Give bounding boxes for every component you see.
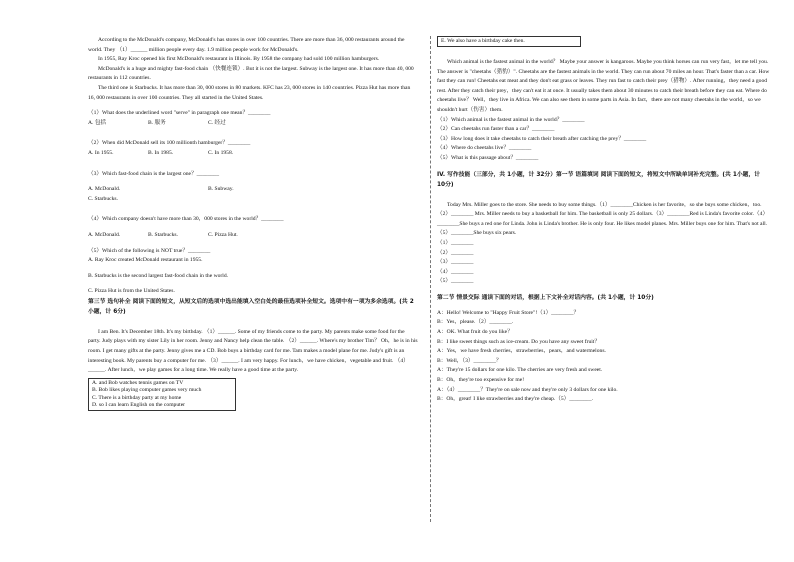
option: A. In 1955. xyxy=(88,149,114,156)
passage-b: I am Ben. It's December 18th. It's my birthday. （1）______. Some of my friends come to the party. My parents make some food for the party. Judy plays with my sister Lily in her room. Jenny and Nancy help clean the table. （2）______. Where's my brother Tim？ Oh，he is in his room. I get many gifts at the party. Jenny gives me a CD. Bob buys a birthday card for me. Tam makes a model plane for me. Judy's gift is an interesting book. My parents buy a computer for me. （3）______. I am very happy. For lunch，we have chicken，vegetable and fruit. （4）______. After lunch，we play games for a long time. We really have a good time at the party. xyxy=(88,328,418,374)
dialogue-line: B：Oh，great! I like strawberries and they're cheap.（5）________. xyxy=(437,396,594,403)
option: C. In 1958. xyxy=(208,149,234,156)
option: A. and Bob watches tennis games on TV xyxy=(92,379,184,386)
option: D. so I can learn English on the computer xyxy=(92,402,186,409)
dialogue-line: A：（4）________？They're on sale now and they're only 3 dollars for one kilo. xyxy=(437,386,618,393)
answer-options xyxy=(88,231,418,241)
option: C. 经过 xyxy=(208,119,226,126)
answer-options xyxy=(88,149,418,159)
passage-c: Which animal is the fastest animal in the world？ Maybe your answer is kangaroos. Maybe you think horses can run very fast，let me tell you. The answer is "cheetahs（猎豹）". Cheetahs are the fastest animals in the world. They can run about 70 miles an hour. That's faster than a car. How fast they can run! Cheetahs eat meat and they don't eat grass or leaves. They run fast to catch their prey（猎物）. After running，they need a good rest. After they catch their prey，they can't eat it at once. It usually takes them about 30 minutes to catch their breath before they can eat. Where do cheetahs live？ Well，they live in Africa. We can also see them in some parts in Asia. In fact，there are not many cheetahs in the world，so we shouldn't hurt（伤害）them. xyxy=(437,59,770,113)
option: B. Starbucks is the second largest fast-food chain in the world. xyxy=(88,272,229,279)
options-box xyxy=(88,378,236,412)
section-4-title: IV. 写作技能（三部分，共 1小题，计 32分）第一节 语篇填词 阅读下面的短文，将短文中所缺单词补充完整。(共 1小题，计 10分) xyxy=(437,171,761,188)
question: （4）Where do cheetahs live？________ xyxy=(437,145,532,152)
dialogue-line: B：Oh，they're too expensive for me! xyxy=(437,377,525,384)
answer-options xyxy=(88,185,418,195)
option-e-box: E. We also have a birthday cake then. xyxy=(437,36,581,47)
answer-options xyxy=(88,119,418,129)
question: （5）Which of the following is NOT true？________ xyxy=(88,247,211,254)
answer-blank: （2）________ xyxy=(437,249,474,256)
question: （2）Can cheetahs run faster than a car？________ xyxy=(437,126,555,133)
option: A. McDonald. xyxy=(88,231,121,238)
option: A. McDonald. xyxy=(88,186,121,193)
option: B. Bob likes playing computer games very much xyxy=(92,387,202,394)
option: B. Starbucks. xyxy=(148,231,178,238)
passage-a-paragraph: In 1955, Ray Kroc opened his first McDonald's restaurant in Illinois. By 1958 the company had sold 100 million hamburgers. xyxy=(98,56,380,63)
passage-a-paragraph: McDonald's is a huge and mighty fast-food chain （快餐连锁）. But it is not the largest. Subway is the largest one. It has more than 40, 000 restaurants in 112 countries. xyxy=(88,65,414,82)
section-3-title: 第三节 选句补全 阅读下面的短文，从短文后的选项中选出能填入空白处的最佳选项补全短文。选项中有一项为多余选项。(共 2小题，计 6分) xyxy=(88,298,414,315)
right-column xyxy=(437,36,770,405)
section-2-title: 第二节 情景交际 通读下面的对话，根据上下文补全对话内容。(共 1小题，计 10分) xyxy=(437,294,654,301)
dialogue-line: A：Yes，we have fresh cherries，strawberries，pears，and watermelons. xyxy=(437,348,606,355)
question: （4）Which company doesn't have more than 30，000 stores in the world？________ xyxy=(88,216,284,223)
answer-blank: （3）________ xyxy=(437,259,474,266)
option: C. Starbucks. xyxy=(88,195,118,202)
dialogue-line: B：Well，（3）________？ xyxy=(437,357,502,364)
question: （3）How long does it take cheetahs to catch their breath after catching the prey？________ xyxy=(437,135,647,142)
option: A. 包括 xyxy=(88,119,107,126)
passage-d: Today Mrs. Miller goes to the store. She needs to buy some things.（1）________Chicken is her favorite，so she buys some chicken，too.（2）________ Mrs. Miller needs to buy a basketball for him. The basketball is only 25 dollars.（3）________Red is Linda's favorite color.（4）________She buys a red one for Linda. John is Linda's brother. He is only four. He likes model planes. Mrs. Miller buys one for him. That's not all.（5）________She buys six pears. xyxy=(437,201,769,237)
passage-a-paragraph: According to the McDonald's company, McDonald's has stores in over 100 countries. There are more than 36, 000 restaurants around the world. They （1）______ million people every day. 1.9 million people work for McDonald's. xyxy=(88,37,405,53)
option: B. 服务 xyxy=(148,119,166,126)
left-column xyxy=(88,36,418,411)
answer-blank: （4）________ xyxy=(437,268,474,275)
dialogue-line: A：They're 15 dollars for one kilo. The cherries are very fresh and sweet. xyxy=(437,367,603,374)
option: C. There is a birthday party at my home xyxy=(92,394,182,401)
column-divider xyxy=(430,36,431,522)
dialogue-line: A：Hello! Welcome to "Happy Fruit Store"!（1）________？ xyxy=(437,309,580,316)
answer-blank: （1）________ xyxy=(437,239,474,246)
question: （3）Which fast-food chain is the largest one？________ xyxy=(88,170,220,177)
answer-blank: （5）________ xyxy=(437,278,474,285)
question: （1）What does the underlined word "serve" in paragraph one mean？________ xyxy=(88,110,271,117)
question: （1）Which animal is the fastest animal in the world？________ xyxy=(437,116,585,123)
dialogue-line: B：I like sweet things such as ice-cream. Do you have any sweet fruit？ xyxy=(437,338,600,345)
passage-a-paragraph: The third one is Starbucks. It has more than 30, 000 stores in 80 markets. KFC has 23, 000 stores in 140 countries. Pizza Hut has more than 16, 000 restaurants in over 100 countries. They all started in the United States. xyxy=(88,84,411,101)
dialogue-line: A：OK. What fruit do you like？ xyxy=(437,329,513,336)
option: B. Subway. xyxy=(208,186,234,193)
option: A. Ray Kroc created McDonald restaurant in 1955. xyxy=(88,257,203,264)
option: B. In 1985. xyxy=(148,149,174,156)
option: C. Pizza Hut. xyxy=(208,231,238,238)
dialogue-line: B：Yes，please.（2）________. xyxy=(437,319,514,326)
question: （5）What is this passage about？________ xyxy=(437,154,539,161)
question: （2）When did McDonald sell its 100 millionth hamburger？________ xyxy=(88,140,251,147)
option: C. Pizza Hut is from the United States. xyxy=(88,288,175,295)
